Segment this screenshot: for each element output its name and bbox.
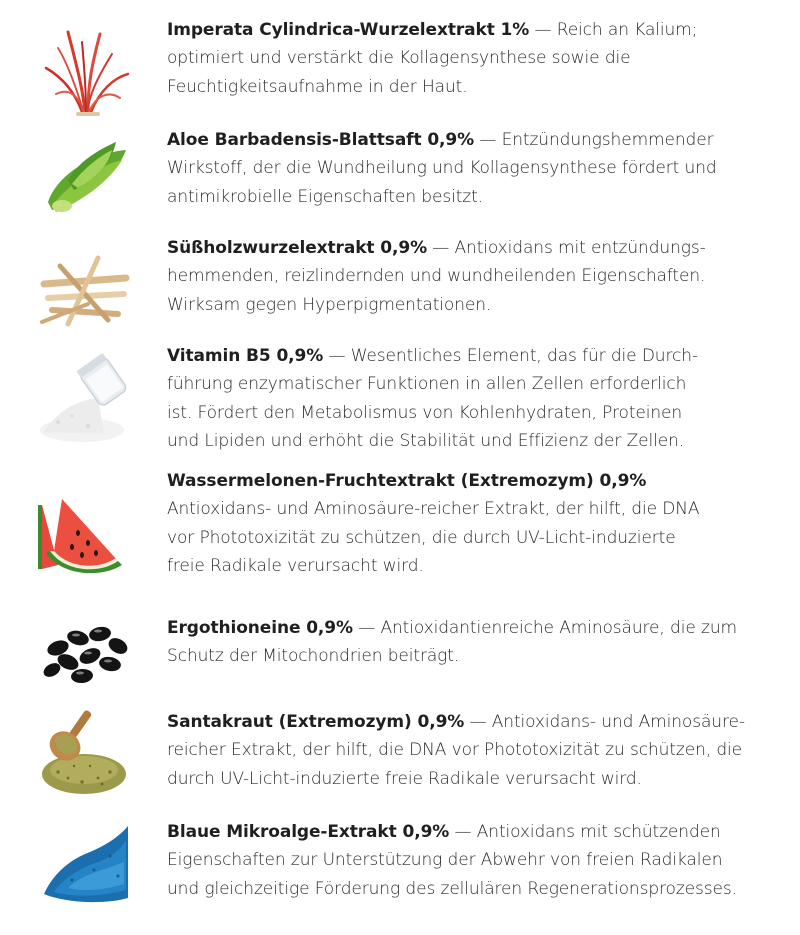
ingredient-description: antimikrobielle Eigenschaften besitzt. bbox=[167, 186, 483, 207]
aloe-vera-icon bbox=[38, 132, 132, 226]
ingredient-description: — Antioxidans mit schützenden bbox=[449, 822, 721, 842]
ingredient-description: — Antioxidans mit entzündungs- bbox=[427, 238, 706, 258]
ingredient-description: und gleichzeitige Förderung des zellulären Regenerationsprozesses. bbox=[167, 878, 737, 899]
ingredient-description: führung enzymatischer Funktionen in allen Zellen erforderlich bbox=[167, 374, 687, 395]
ingredient-title: Blaue Mikroalge-Extrakt 0,9% bbox=[167, 822, 450, 842]
ingredient-description: — Entzündungshemmender bbox=[474, 130, 714, 150]
ingredient-description: Schutz der Mitochondrien beiträgt. bbox=[167, 646, 460, 667]
imperata-grass-icon bbox=[38, 24, 132, 118]
ingredient-description: Wirkstoff, der die Wundheilung und Kollagensynthese fördert und bbox=[167, 158, 717, 179]
ingredient-description: — Wesentliches Element, das für die Durch- bbox=[323, 346, 698, 366]
ingredient-description: Feuchtigkeitsaufnahme in der Haut. bbox=[167, 76, 468, 97]
ingredient-title: Santakraut (Extremozym) 0,9% bbox=[167, 712, 465, 732]
ingredient-description: — Antioxidantienreiche Aminosäure, die zum bbox=[352, 618, 737, 638]
ingredient-title: Süßholzwurzelextrakt 0,9% bbox=[167, 238, 427, 258]
ingredient-title: Imperata Cylindrica-Wurzelextrakt 1% bbox=[167, 20, 530, 40]
ingredient-description: Eigenschaften zur Unterstützung der Abwehr von freien Radikalen bbox=[167, 850, 723, 871]
ingredient-description: Wirksam gegen Hyperpigmentationen. bbox=[167, 294, 492, 315]
ingredient-description: Antioxidans- und Aminosäure-reicher Extrakt, der hilft, die DNA bbox=[167, 499, 700, 520]
ingredient-description: ist. Fördert den Metabolismus von Kohlenhydraten, Proteinen bbox=[167, 402, 683, 423]
ingredient-description: vor Phototoxizität zu schützen, die durch UV-Licht-induzierte bbox=[167, 527, 676, 548]
watermelon-icon bbox=[38, 481, 132, 575]
ingredient-title: Wassermelonen-Fruchtextrakt (Extremozym) 0,9% bbox=[167, 471, 647, 491]
ingredient-title: Vitamin B5 0,9% bbox=[167, 346, 324, 366]
blue-algae-powder-icon bbox=[38, 818, 132, 912]
vitamin-powder-jar-icon bbox=[38, 350, 132, 444]
licorice-root-icon bbox=[38, 244, 132, 338]
ingredient-title: Ergothioneine 0,9% bbox=[167, 618, 353, 638]
ingredient-description: hemmenden, reizlindernden und wundheilenden Eigenschaften. bbox=[167, 266, 706, 287]
ingredient-title: Aloe Barbadensis-Blattsaft 0,9% bbox=[167, 130, 475, 150]
ingredient-description: und Lipiden und erhöht die Stabilität und Effizienz der Zellen. bbox=[167, 431, 685, 452]
ingredient-description: optimiert und verstärkt die Kollagensynthese sowie die bbox=[167, 48, 631, 69]
black-beans-icon bbox=[38, 604, 132, 698]
ingredient-description: reicher Extrakt, der hilft, die DNA vor Phototoxizität zu schützen, die bbox=[167, 740, 743, 761]
dried-herb-scoop-icon bbox=[38, 708, 132, 802]
ingredient-description: freie Radikale verursacht wird. bbox=[167, 556, 424, 577]
ingredient-description: durch UV-Licht-induzierte freie Radikale verursacht wird. bbox=[167, 768, 642, 789]
ingredient-description: — Antioxidans- und Aminosäure- bbox=[464, 712, 745, 732]
ingredient-description: — Reich an Kalium; bbox=[529, 20, 698, 40]
